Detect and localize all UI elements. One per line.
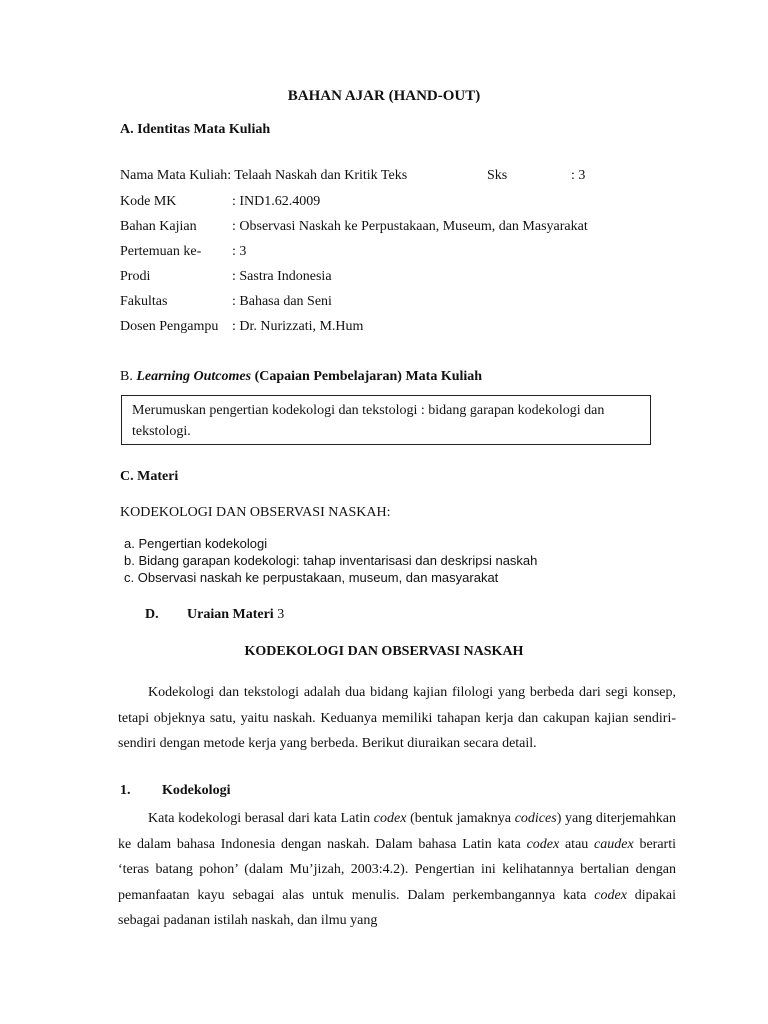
material-item: c. Observasi naskah ke perpustakaan, museum, dan masyarakat xyxy=(124,570,499,585)
subsection-title: Kodekologi xyxy=(162,783,231,798)
identity-label: Prodi xyxy=(120,269,151,284)
section-c-heading: C. Materi xyxy=(120,469,179,484)
latin-term: codices xyxy=(514,811,557,826)
identity-value: : Dr. Nurizzati, M.Hum xyxy=(232,319,364,334)
section-b-heading xyxy=(120,369,482,385)
text-run: Kata kodekologi berasal dari kata Latin xyxy=(148,811,374,826)
section-d-number: 3 xyxy=(273,607,285,622)
course-name: Nama Mata Kuliah: Telaah Naskah dan Kritik Teks xyxy=(120,168,408,183)
text-run: berarti ‘teras batang pohon’ (dalam Mu’jizah, 2003:4.2). Pengertian ini kelihatannya bertalian dengan pemanfaatan kayu sebagai alas untuk menulis. Dalam perkembangannya kata xyxy=(118,836,676,903)
document-title: BAHAN AJAR (HAND-OUT) xyxy=(287,88,481,104)
latin-term: caudex xyxy=(594,836,634,852)
identity-value: : 3 xyxy=(232,244,247,259)
material-item: a. Pengertian kodekologi xyxy=(124,536,268,551)
kodekologi-paragraph xyxy=(118,806,676,934)
identity-value: : IND1.62.4009 xyxy=(232,194,321,209)
section-a-heading: A. Identitas Mata Kuliah xyxy=(120,122,271,137)
identity-label: Pertemuan ke- xyxy=(120,244,202,259)
sks-value: : 3 xyxy=(571,168,586,183)
identity-label: Bahan Kajian xyxy=(120,219,197,234)
identity-label: Kode MK xyxy=(120,194,177,209)
text-run: atau xyxy=(559,836,595,852)
material-item: b. Bidang garapan kodekologi: tahap inventarisasi dan deskripsi naskah xyxy=(124,553,538,568)
text-run: dipakai sebagai padanan istilah naskah, dan ilmu yang xyxy=(118,887,676,928)
learning-outcome-box xyxy=(121,395,651,445)
intro-paragraph: Kodekologi dan tekstologi adalah dua bidang kajian filologi yang berbeda dari segi konsep, tetapi objeknya satu, yaitu naskah. Keduanya memiliki tahapan kerja dan cakupan kajian sendiri-sendiri dengan metode kerja yang berbeda. Berikut diuraikan secara detail. xyxy=(118,685,676,751)
identity-value: : Observasi Naskah ke Perpustakaan, Museum, dan Masyarakat xyxy=(232,219,588,234)
sks-label: Sks xyxy=(487,168,508,183)
latin-term: codex xyxy=(594,887,627,903)
material-subheading: KODEKOLOGI DAN OBSERVASI NASKAH: xyxy=(120,505,391,520)
latin-term: codex xyxy=(526,836,560,852)
identity-label: Fakultas xyxy=(120,294,168,309)
learning-outcome-text: Merumuskan pengertian kodekologi dan tekstologi : bidang garapan kodekologi dan tekstologi. xyxy=(132,403,605,439)
learning-outcomes-term: Learning Outcomes xyxy=(136,369,252,384)
subsection-number: 1. xyxy=(120,783,131,798)
section-d-title: Uraian Materi xyxy=(187,607,274,622)
subject-title: KODEKOLOGI DAN OBSERVASI NASKAH xyxy=(244,644,524,659)
text-run: ) yang diterjemahkan ke dalam bahasa Indonesia dengan naskah. Dalam bahasa Latin kata xyxy=(118,811,677,852)
latin-term: codex xyxy=(373,811,407,826)
section-b-prefix: B. xyxy=(120,369,137,384)
section-d-heading xyxy=(187,607,284,623)
text-run: (bentuk jamaknya xyxy=(406,811,515,826)
section-b-rest: (Capaian Pembelajaran) Mata Kuliah xyxy=(251,369,483,384)
identity-label: Dosen Pengampu xyxy=(120,319,219,334)
identity-value: : Bahasa dan Seni xyxy=(232,294,332,309)
identity-value: : Sastra Indonesia xyxy=(232,269,332,284)
section-d-letter: D. xyxy=(145,607,159,622)
